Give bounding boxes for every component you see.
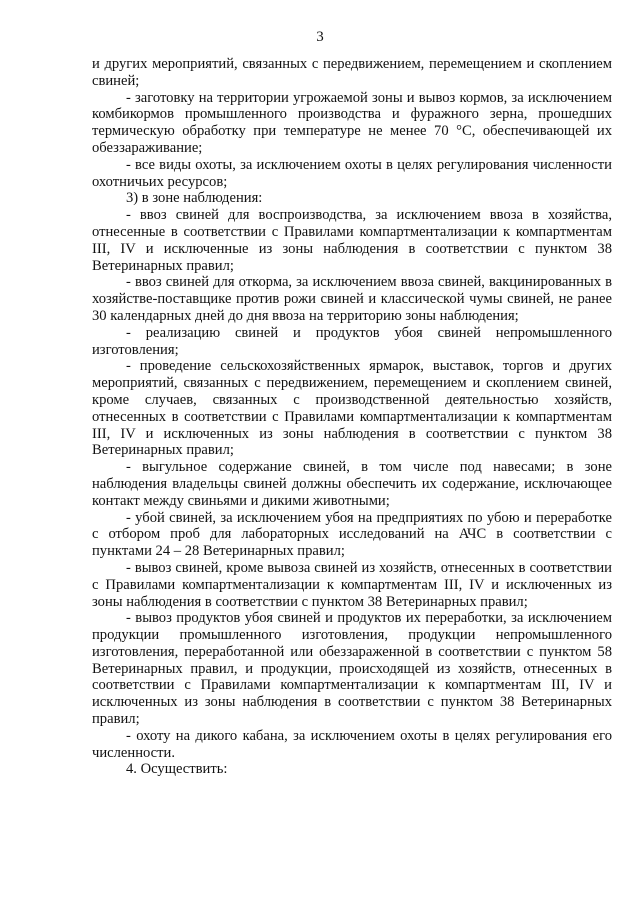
paragraph: - проведение сельскохозяйственных ярмарок, выставок, торгов и других мероприятий, связанных с передвижением, перемещением и скоплением свиней, кроме случаев, связанных с производственной деятельностью хозяйств, отнесенных в соответствии с Правилами компартментализации к компартментам III, IV и исключенных из зоны наблюдения в соответствии с пунктом 38 Ветеринарных правил; [92,358,612,459]
paragraph: - реализацию свиней и продуктов убоя свиней непромышленного изготовления; [92,324,612,358]
paragraph: - все виды охоты, за исключением охоты в целях регулирования численности охотничьих ресурсов; [92,156,612,190]
section-heading: 4. Осуществить: [126,761,228,778]
paragraph: - охоту на дикого кабана, за исключением охоты в целях регулирования его численности. [92,727,612,761]
paragraph: - убой свиней, за исключением убоя на предприятиях по убою и переработке с отбором проб для лабораторных исследований на АЧС в соответствии с пунктами 24 – 28 Ветеринарных правил; [92,509,612,560]
paragraph: - ввоз свиней для откорма, за исключением ввоза свиней, вакцинированных в хозяйстве-поставщике против рожи свиней и классической чумы свиней, не ранее 30 календарных дней до дня ввоза на территорию зоны наблюдения; [92,274,612,324]
document-body [92,56,612,778]
paragraph: - выгульное содержание свиней, в том числе под навесами; в зоне наблюдения владельцы свиней должны обеспечить их содержание, исключающее контакт между свиньями и дикими животными; [92,459,612,509]
paragraph: - ввоз свиней для воспроизводства, за исключением ввоза в хозяйства, отнесенные в соответствии с Правилами компартментализации к компартментам III, IV и исключенные из зоны наблюдения в соответствии с пунктом 38 Ветеринарных правил; [92,207,612,274]
paragraph: и других мероприятий, связанных с передвижением, перемещением и скоплением свиней; [92,56,612,89]
page-number: 3 [316,29,324,45]
paragraph: - вывоз свиней, кроме вывоза свиней из хозяйств, отнесенных в соответствии с Правилами компартментализации к компартментам III, IV и исключенных из зоны наблюдения в соответствии с пунктом 38 Ветеринарных правил; [92,559,612,610]
section-heading: 3) в зоне наблюдения: [126,190,263,207]
paragraph: - вывоз продуктов убоя свиней и продуктов их переработки, за исключением продукции промышленного изготовления, продукции непромышленного изготовления, переработанной или обеззараженной в соответствии с пунктом 58 Ветеринарных правил, и продукции, происходящей из хозяйств, отнесенных в соответствии с Правилами компартментализации к компартментам III, IV и исключенных из зоны наблюдения в соответствии с пунктом 38 Ветеринарных правил; [92,610,612,728]
paragraph: - заготовку на территории угрожаемой зоны и вывоз кормов, за исключением комбикормов промышленного производства и фуражного зерна, прошедших термическую обработку при температуре не менее 70 °С, обеспечивающей их обеззараживание; [92,89,612,156]
